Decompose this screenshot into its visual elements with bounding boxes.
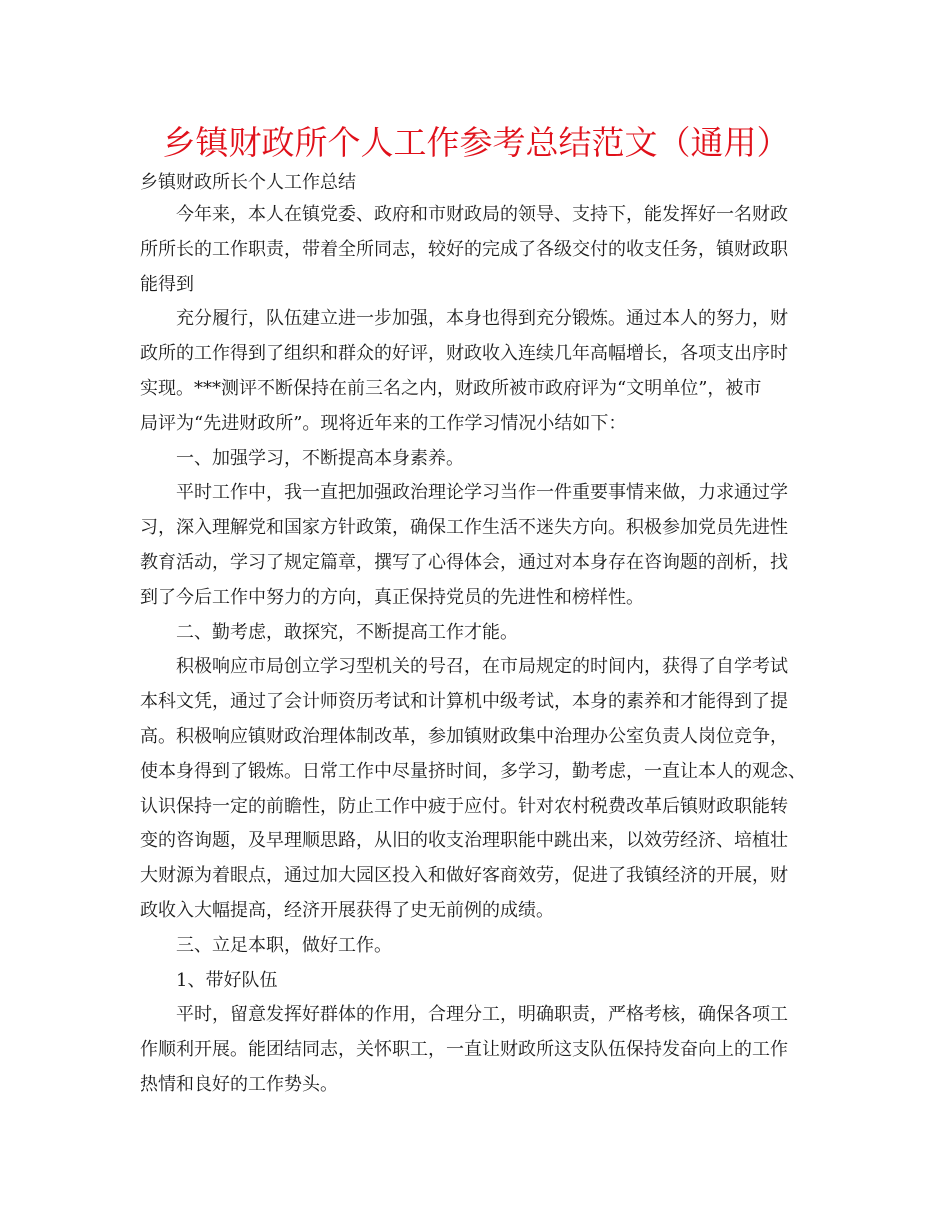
document-title: 乡镇财政所个人工作参考总结范文（通用） <box>162 123 790 162</box>
body-text-line: 充分履行，队伍建立进一步加强，本身也得到充分锻炼。通过本人的努力，财 <box>176 308 788 330</box>
body-text-line: 本科文凭，通过了会计师资历考试和计算机中级考试，本身的素养和才能得到了提 <box>140 691 788 713</box>
body-text-line: 教育活动，学习了规定篇章，撰写了心得体会，通过对本身存在咨询题的剖析，找 <box>140 551 788 573</box>
body-text-line: 积极响应市局创立学习型机关的号召，在市局规定的时间内，获得了自学考试 <box>176 656 788 678</box>
body-text-line: 热情和良好的工作势头。 <box>140 1073 338 1095</box>
body-text-line: 认识保持一定的前瞻性，防止工作中疲于应付。针对农村税费改革后镇财政职能转 <box>140 795 788 817</box>
body-text-line: 习，深入理解党和国家方针政策，确保工作生活不迷失方向。积极参加党员先进性 <box>140 517 788 539</box>
document-subtitle: 乡镇财政所长个人工作总结 <box>140 172 356 193</box>
body-text-line: 到了今后工作中努力的方向，真正保持党员的先进性和榜样性。 <box>140 586 644 608</box>
document-page <box>140 118 812 1103</box>
body-text-line: 实现。***测评不断保持在前三名之内，财政所被市政府评为“文明单位”，被市 <box>140 377 762 399</box>
body-text-line: 三、立足本职，做好工作。 <box>176 934 392 956</box>
body-text-line: 平时，留意发挥好群体的作用，合理分工，明确职责，严格考核，确保各项工 <box>176 1004 788 1026</box>
body-text-line: 二、勤考虑，敢探究，不断提高工作才能。 <box>176 621 518 643</box>
body-text-line: 使本身得到了锻炼。日常工作中尽量挤时间，多学习，勤考虑，一直让本人的观念、 <box>140 760 806 782</box>
body-text-line: 所所长的工作职责，带着全所同志，较好的完成了各级交付的收支任务，镇财政职 <box>140 238 788 260</box>
body-text-line: 今年来，本人在镇党委、政府和市财政局的领导、支持下，能发挥好一名财政 <box>176 204 788 225</box>
body-text-line: 高。积极响应镇财政治理体制改革，参加镇财政集中治理办公室负责人岗位竞争， <box>140 725 788 747</box>
body-text-line: 1、带好队伍 <box>176 969 278 991</box>
body-text-line: 变的咨询题，及早理顺思路，从旧的收支治理职能中跳出来，以效劳经济、培植壮 <box>140 830 788 852</box>
body-text-line: 局评为“先进财政所”。现将近年来的工作学习情况小结如下： <box>140 412 627 434</box>
body-text-line: 一、加强学习，不断提高本身素养。 <box>176 447 464 469</box>
body-text-line: 大财源为着眼点，通过加大园区投入和做好客商效劳，促进了我镇经济的开展，财 <box>140 865 788 887</box>
document-body <box>140 198 812 1103</box>
body-text-line: 能得到 <box>140 273 194 295</box>
body-text-line: 作顺利开展。能团结同志，关怀职工，一直让财政所这支队伍保持发奋向上的工作 <box>140 1039 788 1061</box>
body-text-line: 政所的工作得到了组织和群众的好评，财政收入连续几年高幅增长，各项支出序时 <box>140 343 788 365</box>
body-text-line: 政收入大幅提高，经济开展获得了史无前例的成绩。 <box>140 899 554 921</box>
body-text-line: 平时工作中，我一直把加强政治理论学习当作一件重要事情来做，力求通过学 <box>176 482 788 504</box>
